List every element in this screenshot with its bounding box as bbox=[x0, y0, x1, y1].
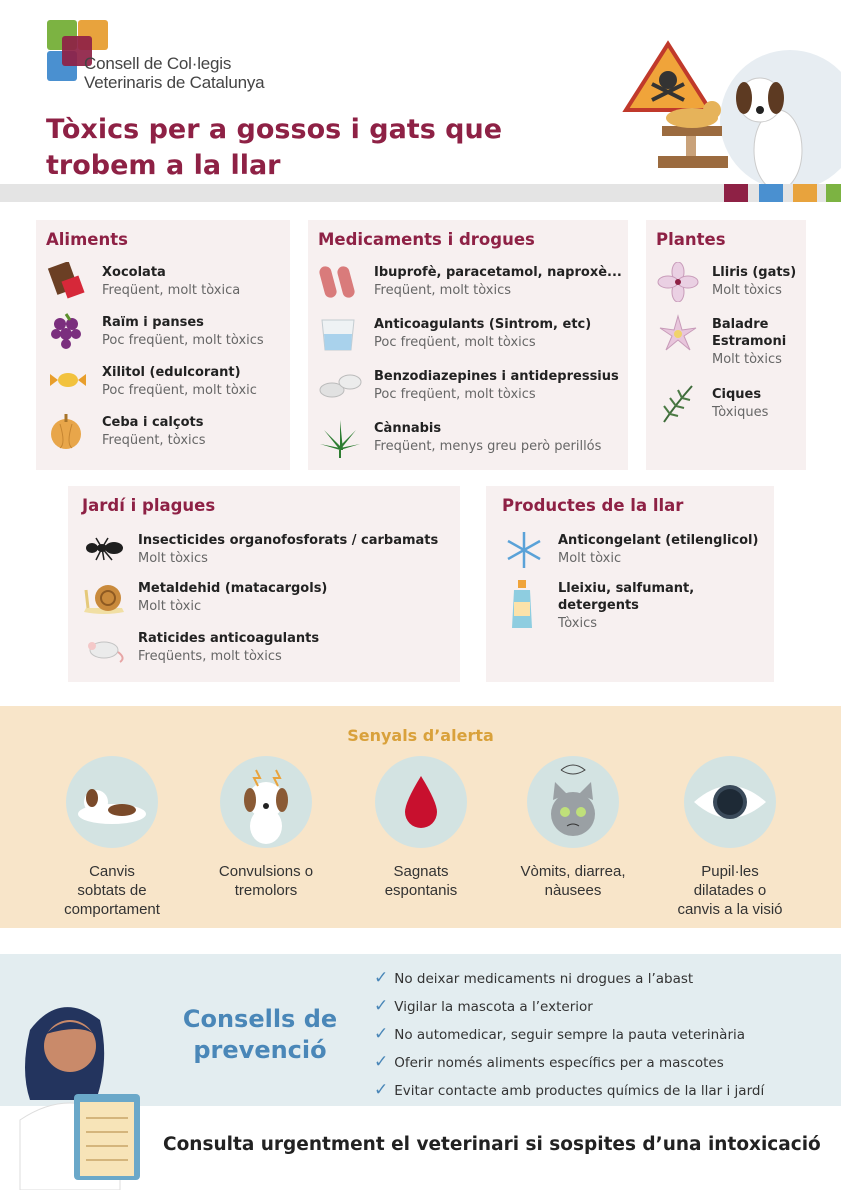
snowflake-icon bbox=[502, 530, 546, 570]
veterinarian-illustration bbox=[0, 990, 150, 1190]
list-item: Baladre Estramoni Molt tòxics bbox=[656, 314, 800, 372]
color-square bbox=[826, 184, 841, 202]
cannabis-leaf-icon bbox=[318, 418, 362, 458]
list-item: Lleixiu, salfumant, detergents Tòxics bbox=[502, 578, 768, 638]
list-item: Cànnabis Freqüent, menys greu però perillós bbox=[318, 418, 622, 462]
card-title: Plantes bbox=[656, 230, 726, 249]
list-item: Raïm i panses Poc freqüent, molt tòxics bbox=[46, 312, 284, 356]
warning-sign bbox=[341, 756, 501, 900]
header-band bbox=[0, 184, 841, 202]
rat-icon bbox=[82, 628, 126, 668]
check-icon: ✓ bbox=[374, 1024, 389, 1044]
section-title: Consells de prevenció bbox=[182, 1005, 338, 1064]
list-item: Xilitol (edulcorant) Poc freqüent, molt tòxic bbox=[46, 362, 284, 406]
list-item: Anticongelant (etilenglicol) Molt tòxic bbox=[502, 530, 768, 574]
blood-drop-icon bbox=[375, 756, 467, 848]
warning-sign-label: Pupil·les dilatades o canvis a la visió bbox=[677, 863, 783, 918]
bottle-icon bbox=[502, 578, 546, 632]
list-item: Insecticides organofosforats / carbamats Molt tòxics bbox=[82, 530, 454, 574]
list-item: Raticides anticoagulants Freqüents, molt tòxics bbox=[82, 628, 454, 672]
list-item: Anticoagulants (Sintrom, etc) Poc freqüent, molt tòxics bbox=[318, 314, 622, 358]
warning-sign-label: Sagnats espontanis bbox=[384, 863, 458, 899]
oleander-icon bbox=[656, 314, 700, 354]
urgent-message: Consulta urgentment el veterinari si sospites d’una intoxicació bbox=[163, 1134, 821, 1155]
check-icon: ✓ bbox=[374, 1052, 389, 1072]
cup-icon bbox=[318, 314, 362, 354]
prevention-tip: ✓ Vigilar la mascota a l’exterior bbox=[374, 996, 593, 1016]
grapes-icon bbox=[46, 312, 90, 352]
list-item: Ceba i calçots Freqüent, tòxics bbox=[46, 412, 284, 456]
card-jardi bbox=[68, 486, 460, 682]
warning-sign-label: Vòmits, diarrea, nàusees bbox=[520, 863, 626, 899]
check-icon: ✓ bbox=[374, 968, 389, 988]
pills-icon bbox=[318, 366, 362, 406]
eye-icon bbox=[684, 756, 776, 848]
capsules-icon bbox=[318, 262, 362, 302]
color-square bbox=[759, 184, 783, 202]
card-llar bbox=[486, 486, 774, 682]
shaking-dog-icon bbox=[220, 756, 312, 848]
list-item: Ciques Tòxiques bbox=[656, 384, 800, 428]
section-title: Senyals d’alerta bbox=[347, 726, 494, 745]
color-square bbox=[724, 184, 748, 202]
color-square bbox=[793, 184, 817, 202]
onion-icon bbox=[46, 412, 90, 452]
header-illustration bbox=[620, 40, 841, 190]
list-item: Lliris (gats) Molt tòxics bbox=[656, 262, 800, 306]
warning-sign bbox=[493, 756, 653, 900]
prevention-tip: ✓ Oferir només aliments específics per a mascotes bbox=[374, 1052, 724, 1072]
check-icon: ✓ bbox=[374, 996, 389, 1016]
card-medicaments bbox=[308, 220, 628, 470]
warning-sign bbox=[186, 756, 346, 900]
fern-icon bbox=[656, 384, 700, 424]
warning-signs-section bbox=[0, 706, 841, 928]
ant-icon bbox=[82, 530, 126, 570]
warning-sign bbox=[32, 756, 192, 919]
card-title: Aliments bbox=[46, 230, 128, 249]
card-title: Productes de la llar bbox=[502, 496, 684, 515]
organization-name: Consell de Col·legis Veterinaris de Catalunya bbox=[84, 54, 265, 92]
prevention-tip: ✓ Evitar contacte amb productes químics de la llar i jardí bbox=[374, 1080, 765, 1100]
list-item: Ibuprofè, paracetamol, naproxè... Freqüent, molt tòxics bbox=[318, 262, 622, 306]
list-item: Metaldehid (matacargols) Molt tòxic bbox=[82, 578, 454, 622]
chocolate-icon bbox=[46, 262, 90, 302]
lily-icon bbox=[656, 262, 700, 302]
sick-cat-icon bbox=[527, 756, 619, 848]
list-item: Benzodiazepines i antidepressius Poc freqüent, molt tòxics bbox=[318, 366, 622, 410]
list-item: Xocolata Freqüent, molt tòxica bbox=[46, 262, 284, 306]
candy-icon bbox=[46, 362, 90, 402]
check-icon: ✓ bbox=[374, 1080, 389, 1100]
page-title: Tòxics per a gossos i gats que trobem a la llar bbox=[46, 114, 503, 181]
prevention-tip: ✓ No automedicar, seguir sempre la pauta veterinària bbox=[374, 1024, 746, 1044]
card-title: Medicaments i drogues bbox=[318, 230, 535, 249]
card-plantes bbox=[646, 220, 806, 470]
warning-sign-label: Canvis sobtats de comportament bbox=[64, 863, 160, 918]
warning-sign-label: Convulsions o tremolors bbox=[218, 863, 314, 899]
card-aliments bbox=[36, 220, 290, 470]
card-title: Jardí i plagues bbox=[82, 496, 216, 515]
snail-icon bbox=[82, 578, 126, 618]
prevention-tip: ✓ No deixar medicaments ni drogues a l’abast bbox=[374, 968, 694, 988]
warning-sign bbox=[650, 756, 810, 919]
lying-dog-icon bbox=[66, 756, 158, 848]
